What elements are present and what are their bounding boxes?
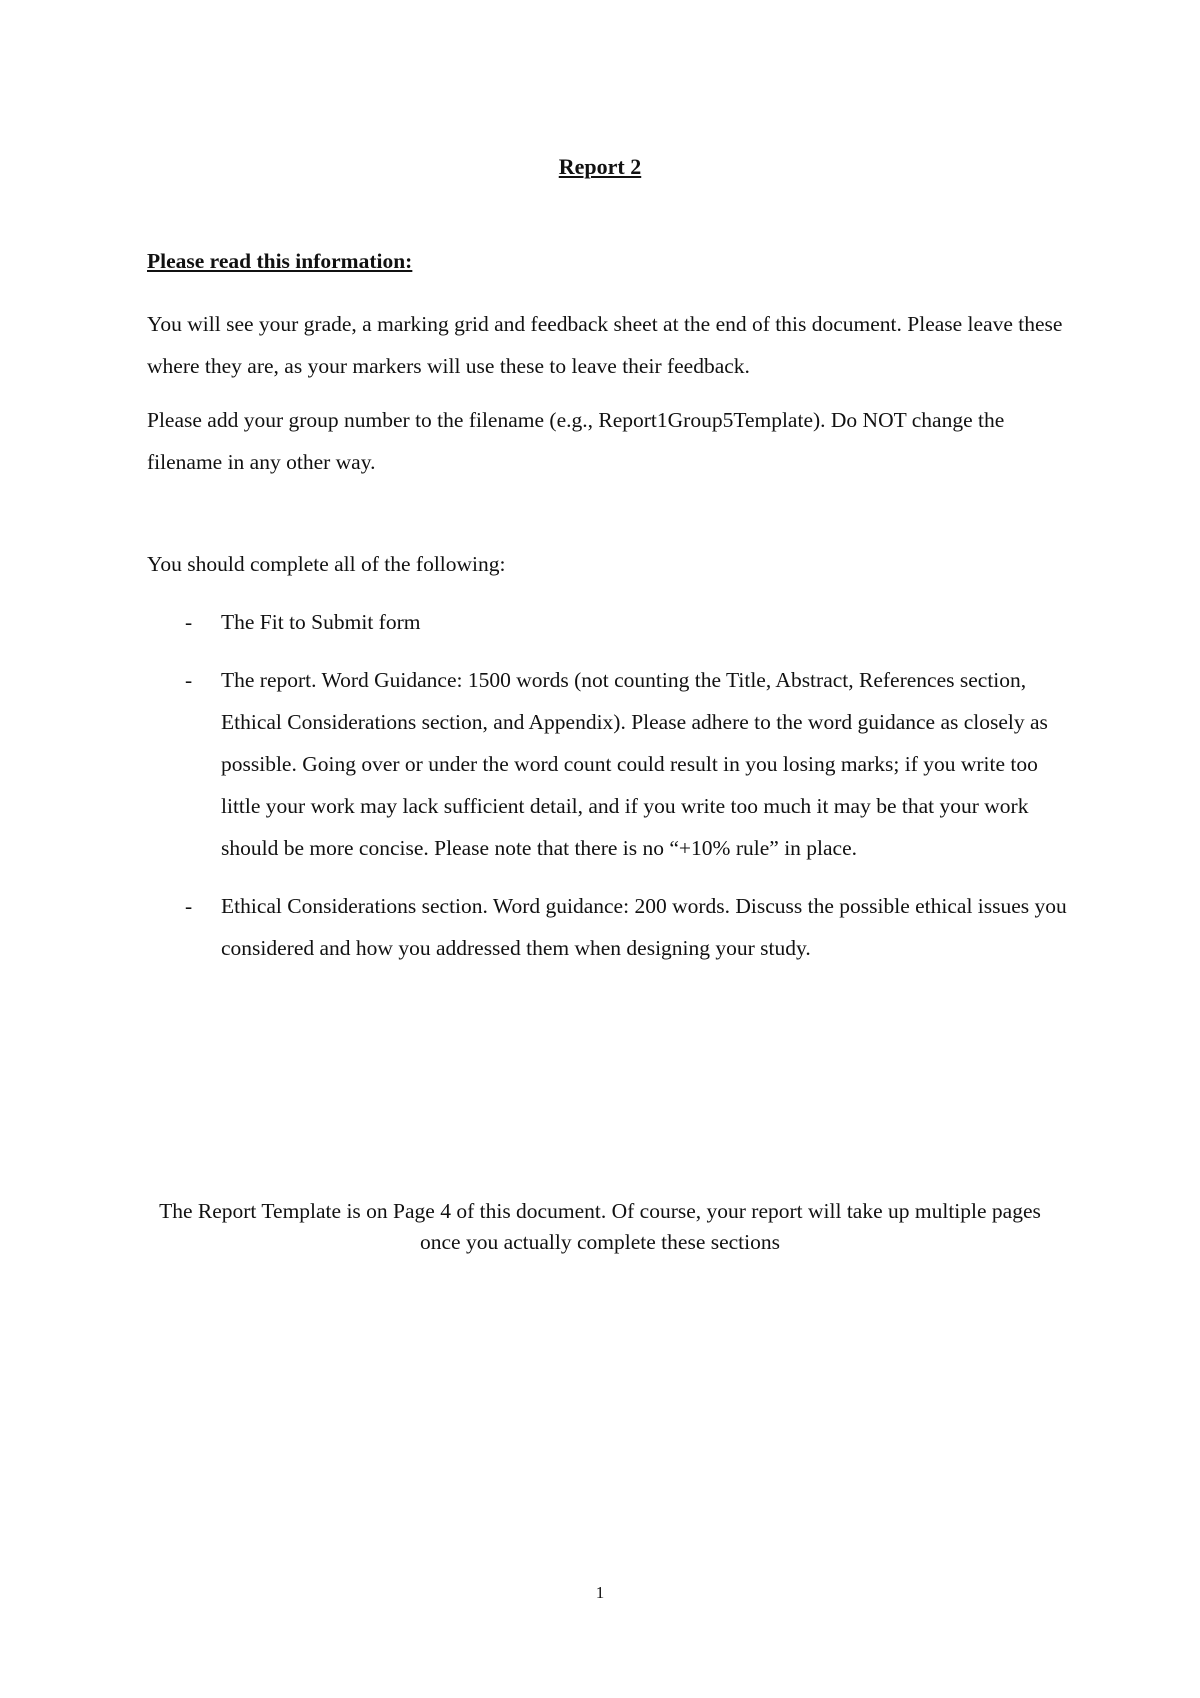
- list-item: [147, 601, 1077, 643]
- list-item: [147, 659, 1077, 869]
- template-location-note: The Report Template is on Page 4 of this document. Of course, your report will take up multiple pages once you actually complete these sections: [159, 1199, 1041, 1254]
- list-intro: You should complete all of the following:: [147, 552, 506, 576]
- list-item-text: The Fit to Submit form: [221, 610, 421, 634]
- page-number: 1: [595, 1583, 605, 1602]
- dash-bullet: -: [185, 668, 193, 692]
- dash-bullet: -: [185, 610, 193, 634]
- requirements-list: [147, 601, 1077, 969]
- dash-bullet: -: [185, 894, 193, 918]
- list-item-text: The report. Word Guidance: 1500 words (not counting the Title, Abstract, References section, Ethical Considerations section, and Appendix). Please adhere to the word guidance as closely as possible. Going over or under the word count could result in you losing marks; if you write too little your work may lack sufficient detail, and if you write too much it may be that your work should be more concise. Please note that there is no “+10% rule” in place.: [221, 668, 1048, 860]
- list-item-text: Ethical Considerations section. Word guidance: 200 words. Discuss the possible ethical issues you considered and how you addressed them when designing your study.: [221, 894, 1067, 960]
- document-body: [147, 247, 1077, 985]
- section-heading: Please read this information:: [147, 249, 413, 273]
- paragraph-grade-info: You will see your grade, a marking grid and feedback sheet at the end of this document. Please leave these where they are, as your markers will use these to leave their feedback.: [147, 312, 1063, 378]
- list-item: [147, 885, 1077, 969]
- document-title: Report 2: [558, 154, 642, 179]
- paragraph-filename-info: Please add your group number to the filename (e.g., Report1Group5Template). Do NOT change the filename in any other way.: [147, 408, 1005, 474]
